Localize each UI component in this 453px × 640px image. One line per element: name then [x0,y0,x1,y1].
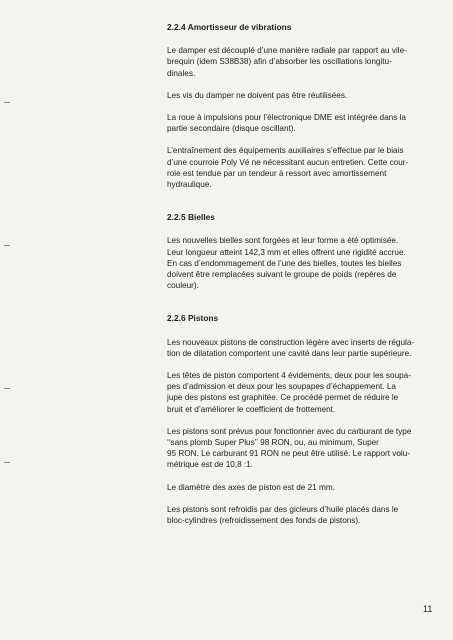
paragraph [167,112,439,134]
text-line: partie secondaire (disque oscillant). [167,124,296,134]
text-line: Le diamètre des axes de piston est de 21 mm. [167,482,335,492]
page-number: 11 [423,604,433,614]
text-line: jupe des pistons est graphitée. Ce procédé permet de réduire le [167,393,399,403]
paragraph [167,482,439,493]
section-heading: 2.2.4 Amortisseur de vibrations [167,22,292,32]
text-line: tion de dilatation comportent une cavité dans leur partie supérieure. [167,348,412,358]
text-line: dinales. [167,68,196,78]
text-line: L’entraînement des équipements auxiliaires s’effectue par le biais [167,146,404,156]
text-line: Les têtes de piston comportent 4 évidements, deux pour les soupa- [167,371,411,381]
text-line: brequin (idem S38B38) afin d’absorber les oscillations longitu- [167,57,392,67]
paragraph [167,337,439,359]
text-line: Le damper est découplé d’une manière radiale par rapport au vile- [167,46,407,56]
text-line: d’une courroie Poly Vé ne nécessitant aucun entretien. Cette cour- [167,157,409,167]
text-line: bruit et d’améliorer le coefficient de frottement. [167,404,336,414]
section [167,212,439,291]
paragraph [167,145,439,190]
margin-tick [4,462,10,463]
text-line: La roue à impulsions pour l’électronique DME est intégrée dans la [167,113,406,123]
section-gap [167,201,439,212]
paragraph [167,90,439,101]
paragraph [167,45,439,79]
text-line: couleur). [167,281,199,291]
text-line: En cas d’endommagement de l’une des bielles, toutes les bielles [167,258,402,268]
document-body [167,22,439,537]
paragraph [167,370,439,415]
section-gap [167,302,439,313]
section-heading: 2.2.6 Pistons [167,313,219,324]
paragraph [167,426,439,471]
text-line: Leur longueur atteint 142,3 mm et elles offrent une rigidité accrue. [167,247,406,257]
margin-tick [4,388,10,389]
text-line: ‘‘sans plomb Super Plus’’ 98 RON, ou, au minimum, Super [167,438,379,448]
margin-tick [4,102,10,103]
text-line: bloc-cylindres (refroidissement des fonds de pistons). [167,516,361,526]
text-line: pes d’admission et deux pour les soupapes d’échappement. La [167,382,396,392]
text-line: 95 RON. Le carburant 91 RON ne peut être utilisé. Le rapport volu- [167,449,411,459]
paragraph [167,235,439,291]
text-line: hydraulique. [167,180,212,190]
section-heading: 2.2.5 Bielles [167,212,215,223]
text-line: roie est tendue par un tendeur à ressort avec amortissement [167,168,387,178]
text-line: Les pistons sont refroidis par des gicleurs d’huile placés dans le [167,504,399,514]
section [167,22,439,190]
text-line: Les pistons sont prévus pour fonctionner avec du carburant de type [167,426,412,436]
text-line: Les vis du damper ne doivent pas être réutilisées. [167,90,348,100]
margin-tick [4,245,10,246]
text-line: doivent être remplacées suivant le groupe de poids (repères de [167,270,397,280]
text-line: métrique est de 10,8 :1. [167,460,254,470]
text-line: Les nouveaux pistons de construction légère avec inserts de régula- [167,337,415,347]
paragraph [167,504,439,526]
text-line: Les nouvelles bielles sont forgées et leur forme a été optimisée. [167,236,399,246]
section [167,313,439,526]
